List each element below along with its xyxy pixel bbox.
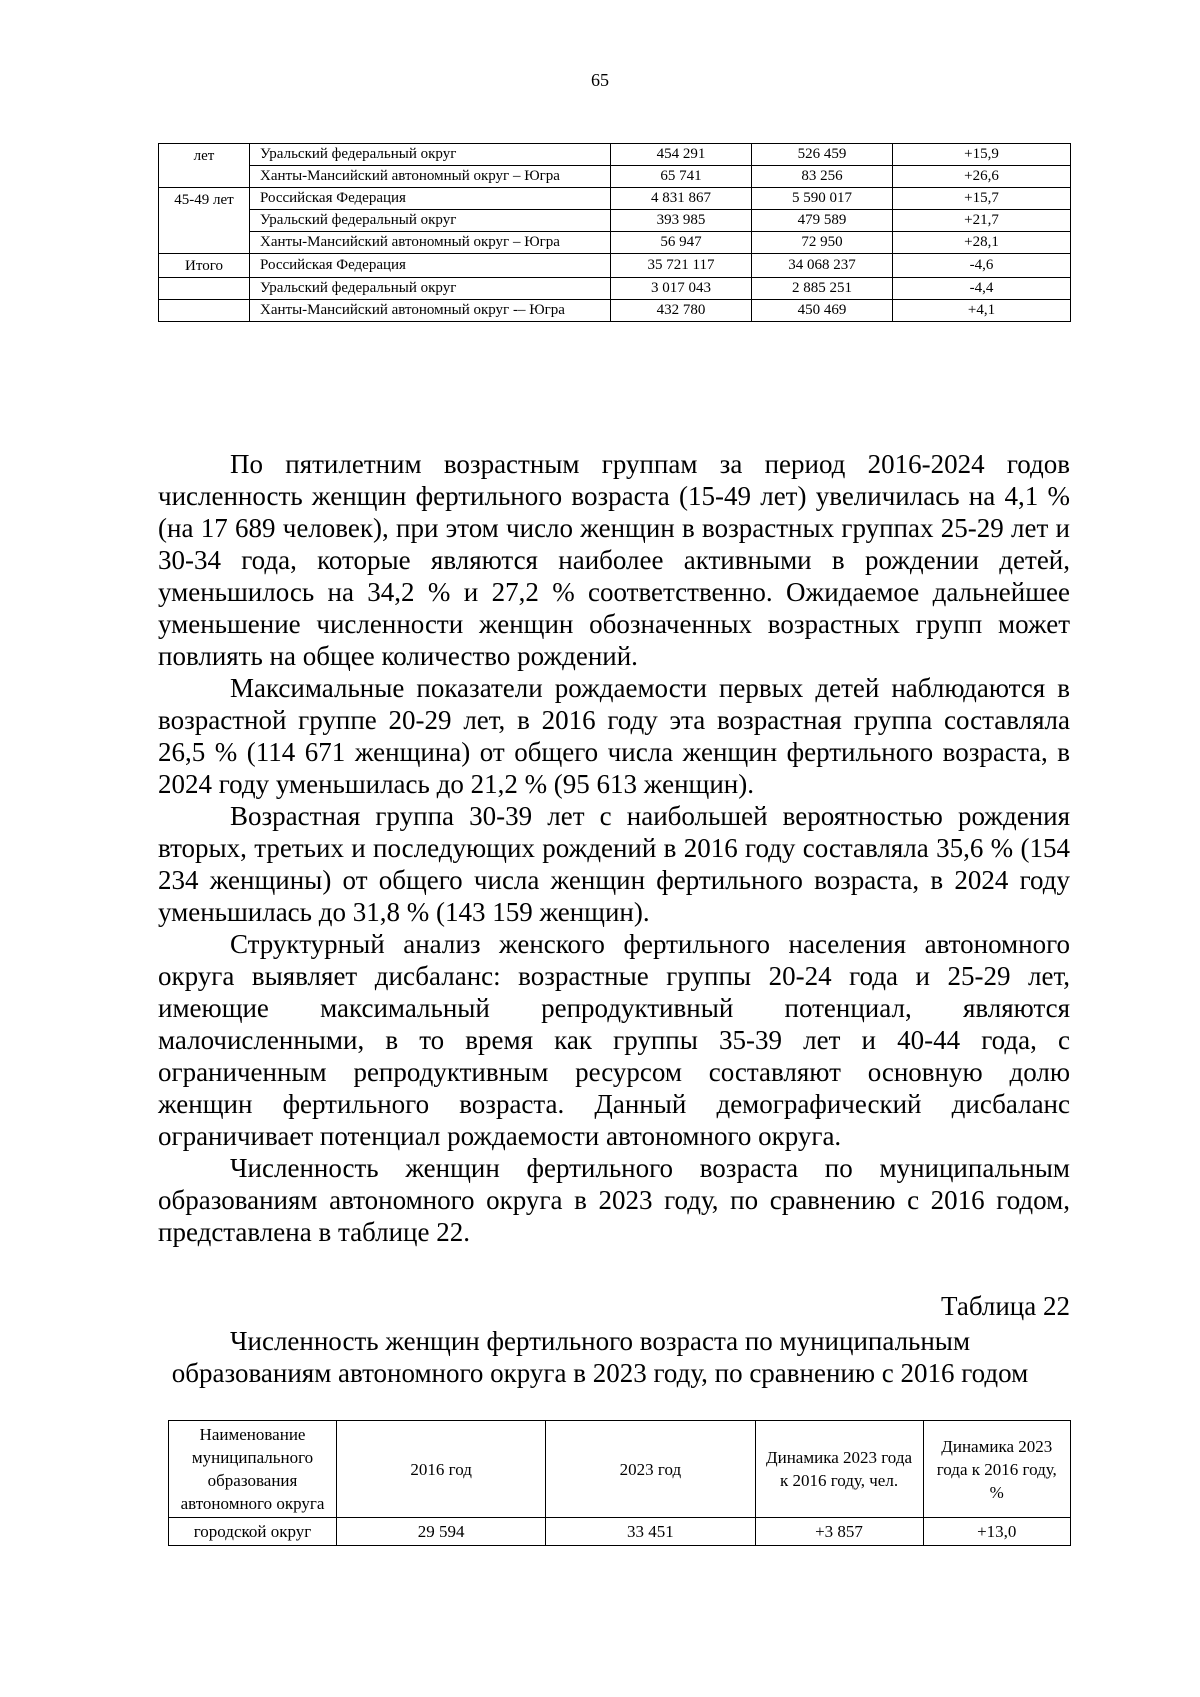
table-label: Таблица 22 (941, 1291, 1070, 1321)
dynamics-cell: +21,7 (893, 210, 1071, 232)
region-cell: Ханты-Мансийский автономный округ – Югра (250, 166, 611, 188)
dynamics-cell: +28,1 (893, 232, 1071, 254)
paragraph: Возрастная группа 30-39 лет с наибольшей вероятностью рождения вторых, третьих и последующих рождений в 2016 году составляла 35,6 % (154 234 женщины) от общего числа женщин фертильного возраста, в 2024 году уменьшилась до 31,8 % (143 159 женщин). (158, 801, 1070, 927)
value-2024-cell: 526 459 (752, 144, 893, 166)
value-2024-cell: 34 068 237 (752, 254, 893, 278)
body-text (158, 448, 1070, 1248)
value-2024-cell: 2 885 251 (752, 278, 893, 300)
value-2016-cell: 4 831 867 (611, 188, 752, 210)
value-2016-cell: 432 780 (611, 300, 752, 322)
dynamics-cell: +26,6 (893, 166, 1071, 188)
age-group-cell (159, 278, 250, 300)
table-cell: 33 451 (546, 1518, 755, 1546)
header-cell: Наименование муниципального образования автономного округа (169, 1421, 337, 1518)
value-2024-cell: 5 590 017 (752, 188, 893, 210)
dynamics-cell: +15,9 (893, 144, 1071, 166)
region-cell: Уральский федеральный округ (250, 278, 611, 300)
table-row (159, 232, 1071, 254)
value-2016-cell: 393 985 (611, 210, 752, 232)
table-title-line: образованиям автономного округа в 2023 году, по сравнению с 2016 годом (171, 1358, 1029, 1388)
header-cell: Динамика 2023 года к 2016 году, % (923, 1421, 1070, 1518)
value-2016-cell: 65 741 (611, 166, 752, 188)
value-2024-cell: 450 469 (752, 300, 893, 322)
table-row (159, 144, 1071, 166)
table-header-row (169, 1421, 1071, 1518)
value-2016-cell: 3 017 043 (611, 278, 752, 300)
table-row (159, 188, 1071, 210)
dynamics-cell: -4,4 (893, 278, 1071, 300)
table-row (159, 278, 1071, 300)
region-cell: Ханты-Мансийский автономный округ -– Югра (250, 300, 611, 322)
region-cell: Уральский федеральный округ (250, 210, 611, 232)
municipal-table (168, 1420, 1071, 1546)
table-title (120, 1325, 1080, 1389)
table-cell: +13,0 (923, 1518, 1070, 1546)
table-row (159, 300, 1071, 322)
age-group-cell: лет (159, 144, 250, 188)
paragraph: Максимальные показатели рождаемости первых детей наблюдаются в возрастной группе 20-29 лет, в 2016 году эта возрастная группа составляла 26,5 % (114 671 женщина) от общего числа женщин фертильного возраста, в 2024 году уменьшилась до 21,2 % (95 613 женщин). (158, 673, 1070, 799)
table-row (159, 166, 1071, 188)
header-cell: 2023 год (546, 1421, 755, 1518)
table-row (169, 1518, 1071, 1546)
value-2024-cell: 83 256 (752, 166, 893, 188)
age-group-cell: Итого (159, 254, 250, 278)
table-cell: 29 594 (337, 1518, 546, 1546)
dynamics-cell: +15,7 (893, 188, 1071, 210)
age-group-table (158, 143, 1071, 322)
value-2016-cell: 35 721 117 (611, 254, 752, 278)
value-2016-cell: 454 291 (611, 144, 752, 166)
table-cell: городской округ (169, 1518, 337, 1546)
paragraph: Структурный анализ женского фертильного населения автономного округа выявляет дисбаланс: возрастные группы 20-24 года и 25-29 лет, имеющие максимальный репродуктивный потенциал, являются малочисленными, в то время как группы 35-39 лет и 40-44 года, с ограниченным репродуктивным ресурсом составляют основную долю женщин фертильного возраста. Данный демографический дисбаланс ограничивает потенциал рождаемости автономного округа. (158, 929, 1070, 1151)
table-cell: +3 857 (755, 1518, 923, 1546)
region-cell: Российская Федерация (250, 188, 611, 210)
region-cell: Российская Федерация (250, 254, 611, 278)
value-2016-cell: 56 947 (611, 232, 752, 254)
header-cell: 2016 год (337, 1421, 546, 1518)
paragraph: Численность женщин фертильного возраста по муниципальным образованиям автономного округа в 2023 году, по сравнению с 2016 годом, представлена в таблице 22. (158, 1153, 1070, 1247)
value-2024-cell: 479 589 (752, 210, 893, 232)
value-2024-cell: 72 950 (752, 232, 893, 254)
table-row (159, 210, 1071, 232)
paragraph: По пятилетним возрастным группам за период 2016-2024 годов численность женщин фертильного возраста (15-49 лет) увеличилась на 4,1 % (на 17 689 человек), при этом число женщин в возрастных группах 25-29 лет и 30-34 года, которые являются наиболее активными в рождении детей, уменьшилось на 34,2 % и 27,2 % соответственно. Ожидаемое дальнейшее уменьшение численности женщин обозначенных возрастных групп может повлиять на общее количество рождений. (158, 449, 1070, 671)
header-cell: Динамика 2023 года к 2016 году, чел. (755, 1421, 923, 1518)
age-group-cell (159, 300, 250, 322)
table-row (159, 254, 1071, 278)
table-title-line: Численность женщин фертильного возраста по муниципальным (229, 1326, 971, 1356)
age-group-cell: 45-49 лет (159, 188, 250, 254)
page-number: 65 (591, 70, 609, 90)
dynamics-cell: +4,1 (893, 300, 1071, 322)
region-cell: Ханты-Мансийский автономный округ – Югра (250, 232, 611, 254)
dynamics-cell: -4,6 (893, 254, 1071, 278)
region-cell: Уральский федеральный округ (250, 144, 611, 166)
